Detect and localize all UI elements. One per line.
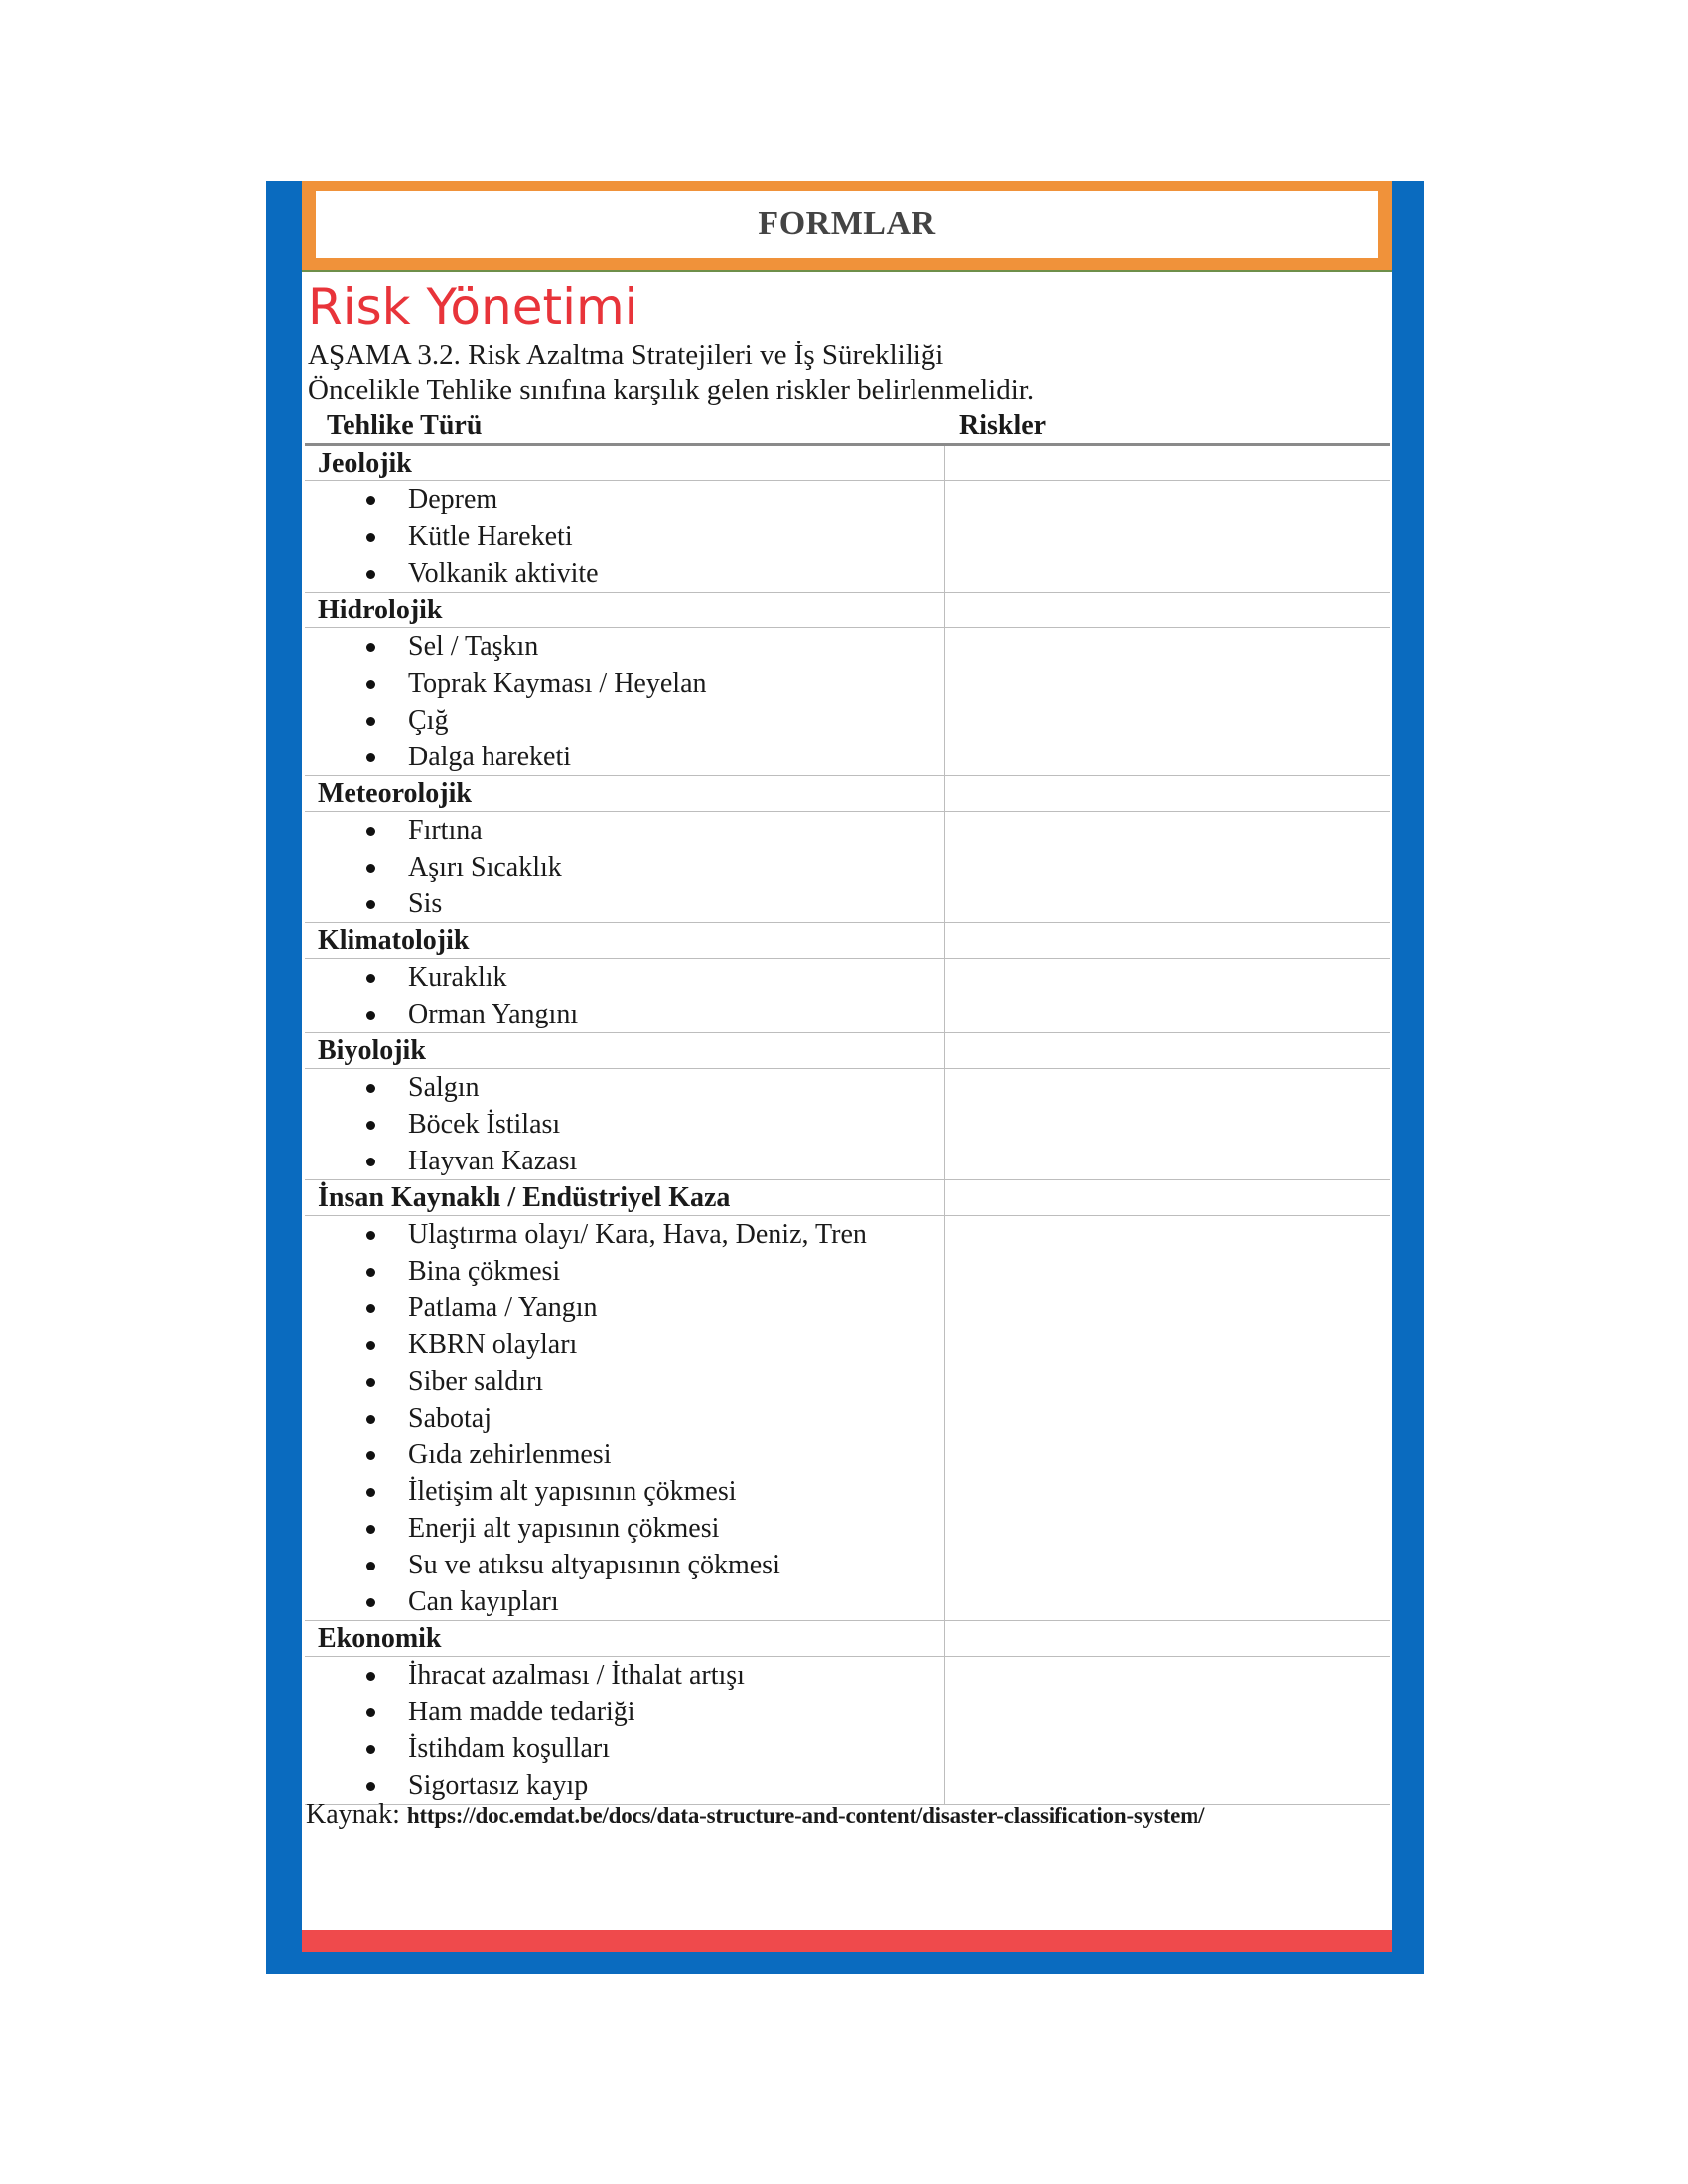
hazard-items-cell [305, 1216, 944, 1621]
risk-entry-cell[interactable] [944, 1069, 1390, 1180]
category-cell [305, 776, 944, 812]
list-item: Çığ [305, 702, 944, 739]
category-risk-cell[interactable] [944, 1180, 1390, 1216]
list-item: Gıda zehirlenmesi [305, 1436, 944, 1473]
category-row [305, 1180, 1390, 1216]
stage-heading: AŞAMA 3.2. Risk Azaltma Stratejileri ve İş Sürekliliği [308, 340, 944, 371]
category-cell [305, 1621, 944, 1657]
table-body [305, 445, 1390, 1805]
bottom-accent-bar [302, 1930, 1392, 1952]
list-item: Aşırı Sıcaklık [305, 849, 944, 886]
list-item: Orman Yangını [305, 996, 944, 1032]
hazard-items-cell [305, 812, 944, 923]
hazard-items-cell [305, 959, 944, 1033]
category-cell [305, 1180, 944, 1216]
list-item: Böcek İstilası [305, 1106, 944, 1143]
list-item: Sis [305, 886, 944, 922]
column-header-risks: Riskler [944, 407, 1390, 445]
table-header-row [305, 407, 1390, 445]
category-risk-cell[interactable] [944, 776, 1390, 812]
list-item: Ulaştırma olayı/ Kara, Hava, Deniz, Tren [305, 1216, 944, 1253]
category-cell [305, 923, 944, 959]
hazard-items-cell [305, 481, 944, 593]
hazard-items-cell [305, 1657, 944, 1805]
category-risk-cell[interactable] [944, 923, 1390, 959]
list-item: Patlama / Yangın [305, 1290, 944, 1326]
list-item: Bina çökmesi [305, 1253, 944, 1290]
category-cell [305, 593, 944, 628]
category-row [305, 1033, 1390, 1069]
category-cell [305, 445, 944, 481]
list-item: Toprak Kayması / Heyelan [305, 665, 944, 702]
list-item: Kütle Hareketi [305, 518, 944, 555]
hazard-list [305, 959, 944, 1032]
category-row [305, 1621, 1390, 1657]
list-item: Sigortasız kayıp [305, 1767, 944, 1804]
source-link[interactable]: https://doc.emdat.be/docs/data-structure-and-content/disaster-classification-system/ [406, 1803, 1205, 1828]
hazard-items-row [305, 812, 1390, 923]
hazard-items-row [305, 481, 1390, 593]
list-item: İstihdam koşulları [305, 1730, 944, 1767]
hazard-risk-table [305, 407, 1390, 1805]
list-item: Siber saldırı [305, 1363, 944, 1400]
category-label: İnsan Kaynaklı / Endüstriyel Kaza [318, 1182, 731, 1213]
hazard-items-row [305, 628, 1390, 776]
list-item: Sabotaj [305, 1400, 944, 1436]
list-item: Dalga hareketi [305, 739, 944, 775]
header-inner [316, 191, 1378, 258]
column-header-hazard-type: Tehlike Türü [305, 407, 944, 445]
risk-entry-cell[interactable] [944, 628, 1390, 776]
hazard-items-cell [305, 1069, 944, 1180]
hazard-list [305, 812, 944, 922]
page-frame [266, 181, 1424, 1974]
risk-entry-cell[interactable] [944, 1216, 1390, 1621]
category-risk-cell[interactable] [944, 445, 1390, 481]
page-title: Risk Yönetimi [308, 278, 638, 336]
hazard-list [305, 1657, 944, 1804]
list-item: KBRN olayları [305, 1326, 944, 1363]
category-row [305, 923, 1390, 959]
source-line [306, 1797, 1204, 1834]
hazard-items-row [305, 1216, 1390, 1621]
list-item: Hayvan Kazası [305, 1143, 944, 1179]
list-item: Volkanik aktivite [305, 555, 944, 592]
list-item: Salgın [305, 1069, 944, 1106]
risk-entry-cell[interactable] [944, 481, 1390, 593]
category-label: Ekonomik [318, 1623, 442, 1654]
list-item: Enerji alt yapısının çökmesi [305, 1510, 944, 1547]
hazard-items-row [305, 1657, 1390, 1805]
hazard-list [305, 1069, 944, 1179]
risk-entry-cell[interactable] [944, 1657, 1390, 1805]
header-title: FORMLAR [758, 205, 936, 242]
list-item: Kuraklık [305, 959, 944, 996]
category-label: Hidrolojik [318, 595, 443, 625]
category-risk-cell[interactable] [944, 593, 1390, 628]
risk-entry-cell[interactable] [944, 812, 1390, 923]
category-label: Biyolojik [318, 1035, 426, 1066]
list-item: İhracat azalması / İthalat artışı [305, 1657, 944, 1694]
category-row [305, 593, 1390, 628]
list-item: Deprem [305, 481, 944, 518]
form-sheet [302, 181, 1392, 1952]
hazard-items-cell [305, 628, 944, 776]
category-row [305, 776, 1390, 812]
hazard-list [305, 481, 944, 592]
risk-entry-cell[interactable] [944, 959, 1390, 1033]
list-item: Ham madde tedariği [305, 1694, 944, 1730]
category-risk-cell[interactable] [944, 1033, 1390, 1069]
source-label: Kaynak: [306, 1799, 400, 1830]
hazard-list [305, 628, 944, 775]
hazard-items-row [305, 1069, 1390, 1180]
category-risk-cell[interactable] [944, 1621, 1390, 1657]
category-cell [305, 1033, 944, 1069]
category-label: Jeolojik [318, 448, 412, 478]
category-label: Meteorolojik [318, 778, 472, 809]
category-row [305, 445, 1390, 481]
header-banner [302, 181, 1392, 272]
list-item: Sel / Taşkın [305, 628, 944, 665]
list-item: Fırtına [305, 812, 944, 849]
intro-text: Öncelikle Tehlike sınıfına karşılık gelen riskler belirlenmelidir. [308, 374, 1035, 406]
category-label: Klimatolojik [318, 925, 470, 956]
list-item: Su ve atıksu altyapısının çökmesi [305, 1547, 944, 1583]
list-item: Can kayıpları [305, 1583, 944, 1620]
list-item: İletişim alt yapısının çökmesi [305, 1473, 944, 1510]
hazard-items-row [305, 959, 1390, 1033]
hazard-list [305, 1216, 944, 1620]
